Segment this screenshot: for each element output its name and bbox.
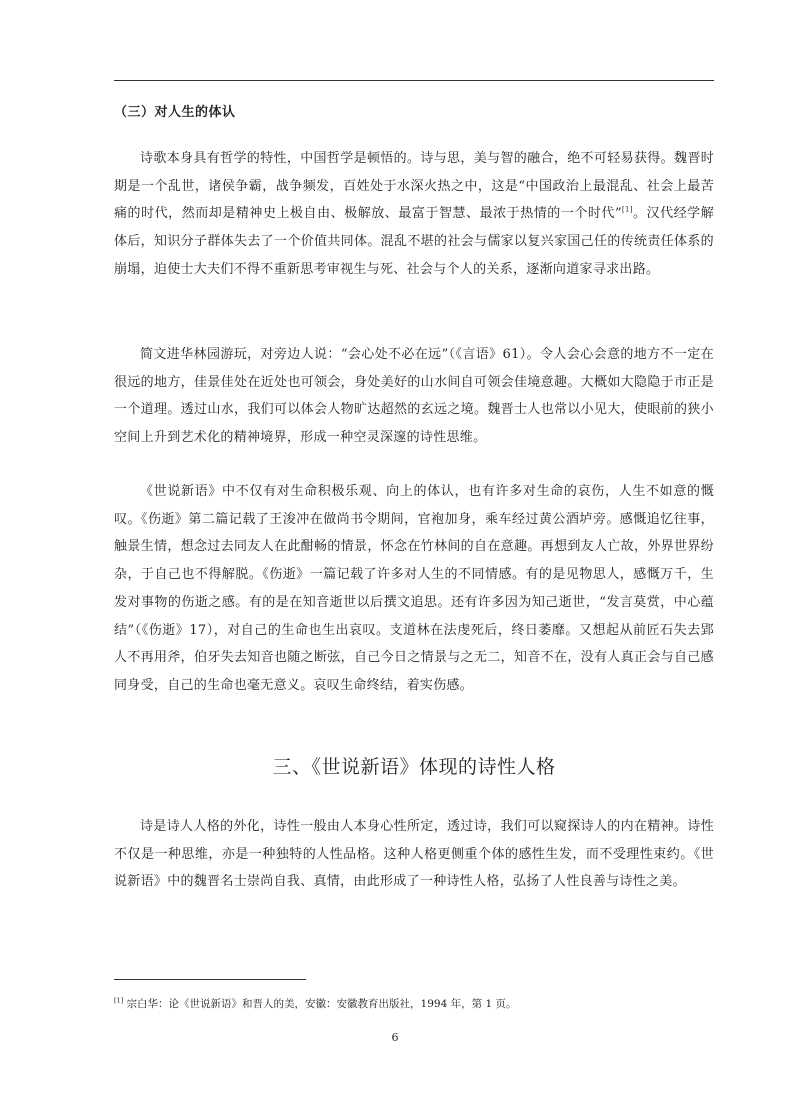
paragraph-1 <box>114 145 714 284</box>
paragraph-1-tail: 。汉代经学解体后，知识分子群体失去了一个价值共同体。混乱不堪的社会与儒家以复兴家国己任的传统责任体系的崩塌，迫使士大夫们不得不重新思考审视生与死、社会与个人的关系，逐渐向道家寻求出路。 <box>114 206 714 277</box>
footnote <box>114 996 714 1011</box>
footnote-text: 宗白华：论《世说新语》和晋人的美，安徽：安徽教育出版社，1994 年，第 1 页。 <box>126 998 517 1010</box>
page-number: 6 <box>391 1031 399 1044</box>
footnote-separator <box>114 979 306 980</box>
section-title: 三、《世说新语》体现的诗性人格 <box>272 756 556 778</box>
header-rule <box>114 80 714 81</box>
paragraph-4: 诗是诗人人格的外化，诗性一般由人本身心性所定，透过诗，我们可以窥探诗人的内在精神。诗性不仅是一种思维，亦是一种独特的人性品格。这种人格更侧重个体的感性生发，而不受理性束约。《世说新语》中的魏晋名士崇尚自我、真情，由此形成了一种诗性人格，弘扬了人性良善与诗性之美。 <box>114 819 714 890</box>
footnote-reference[interactable]: [1] <box>621 206 633 215</box>
footnote-marker: [1] <box>114 996 124 1005</box>
paragraph-2: 简文进华林园游玩，对旁边人说：“会心处不必在远”（《言语》61）。令人会心会意的地方不一定在很远的地方，佳景佳处在近处也可领会，身处美好的山水间自可领会佳境意趣。大概如大隐隐于市正是一个道理。透过山水，我们可以体会人物旷达超然的玄远之境。魏晋士人也常以小见大，使眼前的狭小空间上升到艺术化的精神境界，形成一种空灵深邃的诗性思维。 <box>114 347 714 446</box>
paragraph-1-text: 诗歌本身具有哲学的特性，中国哲学是顿悟的。诗与思，美与智的融合，绝不可轻易获得。魏晋时期是一个乱世，诸侯争霸，战争频发，百姓处于水深火热之中，这是“中国政治上最混乱、社会上最苦痛的时代，然而却是精神史上极自由、极解放、最富于智慧、最浓于热情的一个时代” <box>114 151 714 222</box>
subsection-heading: （三）对人生的体认 <box>114 105 236 120</box>
paragraph-3: 《世说新语》中不仅有对生命积极乐观、向上的体认，也有许多对生命的哀伤，人生不如意的慨叹。《伤逝》第二篇记载了王浚冲在做尚书令期间，官袍加身，乘车经过黄公酒垆旁。感慨追忆往事，触景生情，想念过去同友人在此酣畅的情景，怀念在竹林间的自在意趣。再想到友人亡故，外界世界纷杂，于自己也不得解脱。《伤逝》一篇记载了许多对人生的不同情感。有的是见物思人，感慨万千，生发对事物的伤逝之感。有的是在知音逝世以后撰文追思。还有许多因为知己逝世，“发言莫赏，中心蕴结”（《伤逝》17），对自己的生命也生出哀叹。支道林在法虔死后，终日萎靡。又想起从前匠石失去郢人不再用斧，伯牙失去知音也随之断弦，自己今日之情景与之无二，知音不在，没有人真正会与自己感同身受，自己的生命也毫无意义。哀叹生命终结，着实伤感。 <box>114 484 714 693</box>
